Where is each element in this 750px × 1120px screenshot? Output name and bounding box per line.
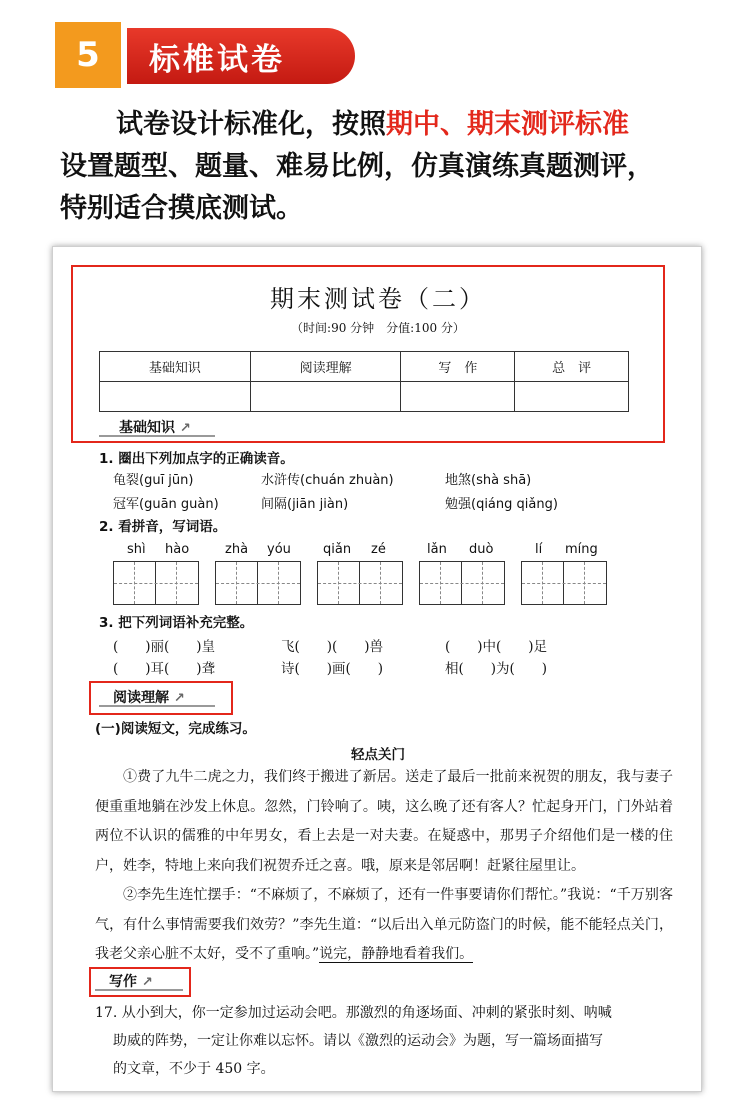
pinyin: zé [371,542,386,557]
score-cell [250,382,401,412]
q1-item: 水浒传(chuán zhuàn) [261,473,394,488]
reading-prompt: (一)阅读短文，完成练习。 [95,721,256,737]
intro-line2: 设置题型、题量、难易比例，仿真演练真题测评， [60,151,654,182]
writing-grid[interactable] [521,561,607,605]
q1-item: 冠军(guān guàn) [113,497,219,512]
pinyin: lǎn [427,542,447,557]
writing-grid[interactable] [113,561,199,605]
score-cell [515,382,629,412]
q1-item: 勉强(qiáng qiǎng) [445,497,558,512]
score-header-writing: 写 作 [401,352,515,382]
score-header-basic: 基础知识 [100,352,251,382]
q1-item: 龟裂(guī jūn) [113,473,194,488]
writing-grid[interactable] [317,561,403,605]
section-reading: 阅读理解 ↗ [113,690,185,706]
pinyin: yóu [267,542,291,557]
q3-item: ( )丽( )皇 [113,639,216,655]
writing-grid[interactable] [215,561,301,605]
q3-item: 诗( )画( ) [281,661,384,677]
passage-paragraph-2: ②李先生连忙摆手：“不麻烦了，不麻烦了，还有一件事要请你们帮忙。”我说：“千万别客气，有什么事情需要我们效劳？”李先生道：“以后出入单元防盗门的时候，能不能轻点关门，我老父亲心脏不太好，受不了重响。”说完，静静地看着我们。 [95,887,673,962]
intro-line1: 试卷设计标准化，按照 [116,109,386,140]
intro-highlight: 期中、期末测评标准 [386,109,629,140]
score-header-reading: 阅读理解 [250,352,401,382]
exam-subtitle: （时间:90 分钟 分值:100 分） [291,321,465,335]
score-cell [100,382,251,412]
q1-prompt: 1. 圈出下列加点字的正确读音。 [99,451,294,467]
pinyin: shì [127,542,146,557]
exam-title: 期末测试卷（二） [270,285,486,313]
intro-line3: 特别适合摸底测试。 [60,193,303,224]
pinyin: duò [469,542,494,557]
essay-question [95,999,673,1083]
underlined-sentence: 说完，静静地看着我们。 [319,946,474,962]
pinyin: lí [535,542,543,557]
section-arrow-icon: ↗ [141,975,153,990]
passage-title: 轻点关门 [351,747,405,763]
pinyin: qiǎn [323,542,352,557]
pinyin: míng [565,542,598,557]
essay-line-2: 助威的阵势，一定让你难以忘怀。请以《激烈的运动会》为题，写一篇场面描写 [113,1033,603,1049]
section-arrow-icon: ↗ [179,421,191,436]
essay-line-3: 的文章，不少于 450 字。 [113,1061,275,1077]
pinyin: hào [165,542,190,557]
q3-item: 飞( )( )兽 [281,639,384,655]
score-header-total: 总 评 [515,352,629,382]
section-arrow-icon: ↗ [173,691,185,706]
badge-title: 标椎试卷 [127,28,355,84]
q3-item: ( )耳( )聋 [113,661,216,677]
pinyin: zhà [225,542,249,557]
essay-line-1: 17. 从小到大，你一定参加过运动会吧。那激烈的角逐场面、冲刺的紧张时刻、呐喊 [95,1005,612,1021]
section-writing: 写作 ↗ [109,974,153,990]
section-basic: 基础知识 ↗ [119,420,191,436]
writing-grid[interactable] [419,561,505,605]
passage [95,763,673,970]
score-cell [401,382,515,412]
intro-text [60,104,730,230]
q1-item: 间隔(jiān jiàn) [261,497,349,512]
badge-number: 5 [55,22,121,88]
q3-item: ( )中( )足 [445,639,548,655]
passage-paragraph-1: ①费了九牛二虎之力，我们终于搬进了新居。送走了最后一批前来祝贺的朋友，我与妻子便重重地躺在沙发上休息。忽然，门铃响了。咦，这么晚了还有客人？忙起身开门，门外站着两位不认识的儒雅的中年男女，看上去是一对夫妻。在疑惑中，那男子介绍他们是一楼的住户，姓李，特地上来向我们祝贺乔迁之喜。哦，原来是邻居啊！赶紧往屋里让。 [95,769,673,874]
q1-item: 地煞(shà shā) [445,473,532,488]
q2-prompt: 2. 看拼音，写词语。 [99,519,227,535]
exam-paper [52,246,702,1092]
score-table [99,351,629,412]
q3-prompt: 3. 把下列词语补充完整。 [99,615,254,631]
header-badge [55,22,355,88]
q3-item: 相( )为( ) [445,661,548,677]
